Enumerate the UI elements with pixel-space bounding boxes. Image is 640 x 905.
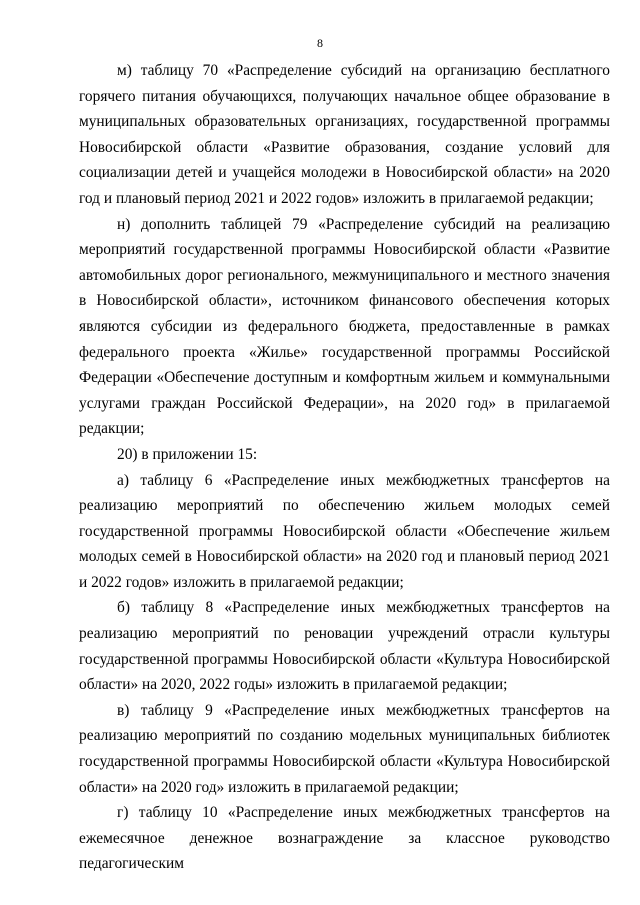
paragraph-g-table-10: г) таблицу 10 «Распределение иных межбюджетных трансфертов на ежемесячное денежное вознаграждение за классное руководство педагогическим	[79, 804, 610, 873]
paragraph-n-table-79: н) дополнить таблицей 79 «Распределение субсидий на реализацию мероприятий государственной программы Новосибирской области «Развитие автомобильных дорог регионального, межмуниципального и местного значения в Новосибирской области», источником финансового обеспечения которых являются субсидии из федерального бюджета, предоставленные в рамках федерального проекта «Жилье» государственной программы Российской Федерации «Обеспечение доступным и комфортным жильем и коммунальными услугами граждан Российской Федерации», на 2020 год» в прилагаемой редакции;	[79, 215, 610, 438]
page-number: 8	[317, 36, 323, 50]
document-body	[79, 58, 610, 877]
paragraph-20-appendix-15: 20) в приложении 15:	[117, 445, 258, 463]
paragraph-a-table-6: а) таблицу 6 «Распределение иных межбюджетных трансфертов на реализацию мероприятий по обеспечению жильем молодых семей государственной программы Новосибирской области «Обеспечение жильем молодых семей в Новосибирской области» на 2020 год и плановый период 2021 и 2022 годов» изложить в прилагаемой редакции;	[79, 471, 610, 591]
paragraph-m-table-70: м) таблицу 70 «Распределение субсидий на организацию бесплатного горячего питания обучающихся, получающих начальное общее образование в муниципальных образовательных организациях, государственной программы Новосибирской области «Развитие образования, создание условий для социализации детей и учащейся молодежи в Новосибирской области» на 2020 год и плановый период 2021 и 2022 годов» изложить в прилагаемой редакции;	[79, 62, 610, 207]
paragraph-b-table-8: б) таблицу 8 «Распределение иных межбюджетных трансфертов на реализацию мероприятий по реновации учреждений отрасли культуры государственной программы Новосибирской области «Культура Новосибирской области» на 2020, 2022 годы» изложить в прилагаемой редакции;	[79, 599, 610, 694]
paragraph-v-table-9: в) таблицу 9 «Распределение иных межбюджетных трансфертов на реализацию мероприятий по созданию модельных муниципальных библиотек государственной программы Новосибирской области «Культура Новосибирской области» на 2020 год» изложить в прилагаемой редакции;	[79, 701, 610, 796]
